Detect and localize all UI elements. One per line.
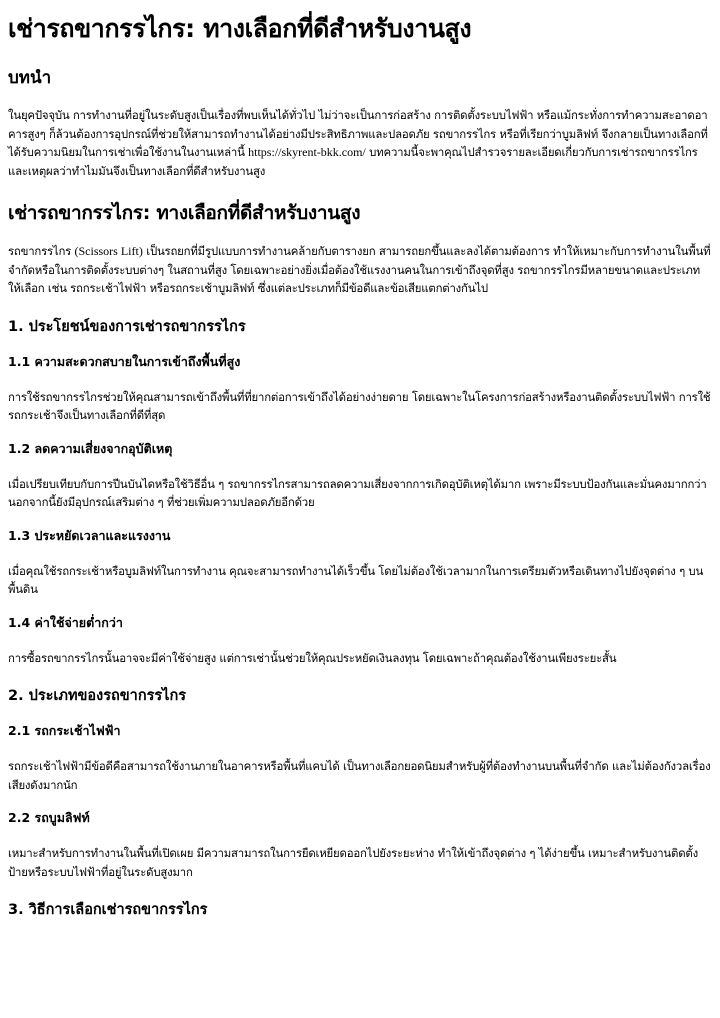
section1-4-text: การซื้อรถขากรรไกรนั้นอาจจะมีค่าใช้จ่ายสูง แต่การเช่านั้นช่วยให้คุณประหยัดเงินลงทุน โดยเฉพาะถ้าคุณต้องใช้งานเพียงระยะสั้น [8, 650, 617, 665]
section1-3-text: เมื่อคุณใช้รถกระเช้าหรือบูมลิฟท์ในการทำงาน คุณจะสามารถทำงานได้เร็วขึ้น โดยไม่ต้องใช้เวลามากในการเตรียมตัวหรือเดินทางไปยังจุดต่าง ๆ บนพื้นดิน [8, 563, 704, 596]
section2-1-text: รถกระเช้าไฟฟ้ามีข้อดีคือสามารถใช้งานภายในอาคารหรือพื้นที่แคบได้ เป็นทางเลือกยอดนิยมสำหรับผู้ที่ต้องทำงานบนพื้นที่จำกัด และไม่ต้องกังวลเรื่องเสียงดังมากนัก [8, 759, 711, 792]
article [8, 0, 712, 921]
website-url: https://skyrent-bkk.com/ [248, 145, 366, 159]
section1-heading: 1. ประโยชน์ของการเช่ารถขากรรไกร [8, 318, 246, 335]
section2-1-heading: 2.1 รถกระเช้าไฟฟ้า [8, 723, 121, 738]
section1-2-heading: 1.2 ลดความเสี่ยงจากอุบัติเหตุ [8, 440, 173, 456]
section2-2-text: เหมาะสำหรับการทำงานในพื้นที่เปิดเผย มีความสามารถในการยืดเหยียดออกไปยังระยะห่าง ทำให้เข้าถึงจุดต่าง ๆ ได้ง่ายขึ้น เหมาะสำหรับงานติดตั้งป้ายหรือระบบไฟฟ้าที่อยู่ในระดับสูงมาก [8, 846, 698, 879]
intro-text-before-url: ในยุคปัจจุบัน การทำงานที่อยู่ในระดับสูงเป็นเรื่องที่พบเห็นได้ทั่วไป ไม่ว่าจะเป็นการก่อสร้าง การติดตั้งระบบไฟฟ้า หรือแม้กระทั่งการทำความสะอาดอาคารสูงๆ ก็ล้วนต้องการอุปกรณ์ที่ช่วยให้สามารถทำงานได้อย่างมีประสิทธิภาพและปลอดภัย รถขากรรไกร หรือที่เรียกว่าบูมลิฟท์ จึงกลายเป็นทางเลือกที่ได้รับความนิยมในการเช่าเพื่อใช้งานในงานเหล่านี้ [8, 108, 708, 159]
intro-paragraph [8, 106, 712, 180]
section3-heading: 3. วิธีการเลือกเช่ารถขากรรไกร [8, 902, 208, 918]
section2-2-heading: 2.2 รถบูมลิฟท์ [8, 810, 90, 825]
intro-text-after-url: บทความนี้จะพาคุณไปสำรวจรายละเอียดเกี่ยวกับการเช่ารถขากรรไกร และเหตุผลว่าทำไมมันจึงเป็นทางเลือกที่ดีสำหรับงานสูง [8, 145, 698, 178]
section1-2-text: เมื่อเปรียบเทียบกับการปีนบันไดหรือใช้วิธีอื่น ๆ รถขากรรไกรสามารถลดความเสี่ยงจากการเกิดอุบัติเหตุได้มาก เพราะมีระบบป้องกันและมั่นคงมากกว่า นอกจากนี้ยังมีอุปกรณ์เสริมต่าง ๆ ที่ช่วยเพิ่มความปลอดภัยอีกด้วย [8, 476, 707, 509]
main-section-heading: เช่ารถขากรรไกร: ทางเลือกที่ดีสำหรับงานสูง [8, 202, 361, 224]
section1-3-heading: 1.3 ประหยัดเวลาและแรงงาน [8, 527, 171, 543]
page-title: เช่ารถขากรรไกร: ทางเลือกที่ดีสำหรับงานสูง [8, 14, 472, 43]
section2-heading: 2. ประเภทของรถขากรรไกร [8, 688, 187, 704]
section1-1-heading: 1.1 ความสะดวกสบายในการเข้าถึงพื้นที่สูง [8, 353, 241, 369]
main-text-after: เป็นรถยกที่มีรูปแบบการทำงานคล้ายกับตารางยก สามารถยกขึ้นและลงได้ตามต้องการ ทำให้เหมาะกับการทำงานในพื้นที่จำกัดหรือในการติดตั้งระบบต่างๆ ในสถานที่สูง โดยเฉพาะอย่างยิ่งเมื่อต้องใช้แรงงานคนในการเข้าถึงจุดที่สูง รถขากรรไกรมีหลายขนาดและประเภทให้เลือก เช่น รถกระเช้าไฟฟ้า หรือรถกระเช้าบูมลิฟท์ ซึ่งแต่ละประเภทก็มีข้อดีและข้อเสียแตกต่างกันไป [8, 244, 711, 295]
main-text-latin: (Scissors Lift) [74, 244, 143, 258]
section1-4-heading: 1.4 ค่าใช้จ่ายต่ำกว่า [8, 614, 123, 630]
main-text-before: รถขากรรไกร [8, 244, 75, 258]
section1-1-text: การใช้รถขากรรไกรช่วยให้คุณสามารถเข้าถึงพื้นที่ที่ยากต่อการเข้าถึงได้อย่างง่ายดาย โดยเฉพาะในโครงการก่อสร้างหรืองานติดตั้งระบบไฟฟ้า การใช้รถกระเช้าจึงเป็นทางเลือกที่ดีที่สุด [8, 389, 711, 422]
intro-heading: บทนำ [8, 68, 52, 88]
main-section-paragraph [8, 242, 712, 298]
